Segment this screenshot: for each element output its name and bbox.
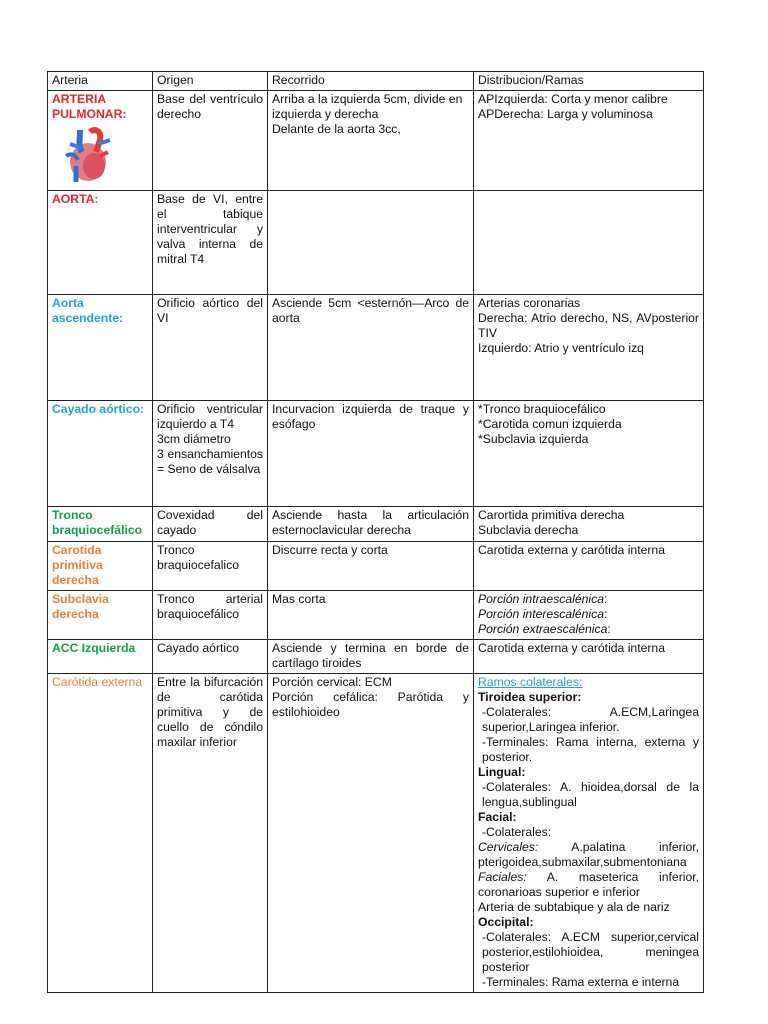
ramas-cell xyxy=(474,191,704,295)
artery-name: Tronco braquiocefálico xyxy=(52,508,143,537)
artery-name: ACC Izquierda xyxy=(52,641,136,655)
recorrido-cell: Asciende 5cm <esternón—Arco de aorta xyxy=(268,295,474,401)
recorrido-cell: Asciende y termina en borde de cartílago tiroides xyxy=(268,640,474,674)
header-arteria: Arteria xyxy=(48,72,153,91)
artery-name: Subclavia derecha xyxy=(52,592,109,621)
artery-name: ARTERIA PULMONAR: xyxy=(52,92,127,121)
artery-name: Aorta ascendente: xyxy=(52,296,124,325)
ramas-cell: Porción intraescalénica: Porción interescalénica: Porción extraescalénica: xyxy=(474,591,704,640)
recorrido-cell: Mas corta xyxy=(268,591,474,640)
artery-name: Carótida externa xyxy=(52,675,143,689)
heart-anatomy-icon xyxy=(60,126,116,184)
arteries-table xyxy=(47,71,704,993)
ramas-cell: APIzquierda: Corta y menor calibre APDerecha: Larga y voluminosa xyxy=(474,91,704,191)
recorrido-cell: Arriba a la izquierda 5cm, divide en izquierda y derecha Delante de la aorta 3cc, xyxy=(268,91,474,191)
table-row-carotida-primitiva xyxy=(48,542,704,591)
header-origen: Origen xyxy=(153,72,268,91)
table-row-aorta xyxy=(48,191,704,295)
table-row-carotida-externa xyxy=(48,674,704,993)
header-row xyxy=(48,72,704,91)
table-row-tronco xyxy=(48,507,704,542)
origen-cell: Covexidad del cayado xyxy=(153,507,268,542)
recorrido-cell xyxy=(268,191,474,295)
recorrido-cell: Discurre recta y corta xyxy=(268,542,474,591)
table-row-acc-izquierda xyxy=(48,640,704,674)
header-distribucion: Distribucion/Ramas xyxy=(474,72,704,91)
origen-cell: Tronco arterial braquiocefálico xyxy=(153,591,268,640)
table-row-aorta-ascendente xyxy=(48,295,704,401)
ramas-cell: Carotida externa y carótida interna xyxy=(474,640,704,674)
origen-cell: Base de VI, entre el tabique interventricular y valva interna de mitral T4 xyxy=(153,191,268,295)
artery-name: AORTA: xyxy=(52,192,99,206)
table-row-pulmonar xyxy=(48,91,704,191)
ramas-cell: Ramos colaterales: Tiroidea superior: -Colaterales: A.ECM,Laringea superior,Laringea inferior. -Terminales: Rama interna, externa y posterior. Lingual: -Colaterales: A. hioidea,dorsal de la lengua,sublingual Facial: -Colaterales: Cervicales: A.palatina inferior, pterigoidea,submaxilar,submentoniana Faciales: A. maseterica inferior, coronarioas superior e inferior Arteria de subtabique y ala de nariz Occipital: -Colaterales: A.ECM superior,cervical posterior,estilohioidea, meningea posterior -Terminales: Rama externa e interna xyxy=(474,674,704,993)
recorrido-cell: Porción cervical: ECM Porción cefálica: Parótida y estilohioideo xyxy=(268,674,474,993)
header-recorrido: Recorrido xyxy=(268,72,474,91)
recorrido-cell: Incurvacion izquierda de traque y esófago xyxy=(268,401,474,507)
table-row-subclavia xyxy=(48,591,704,640)
artery-name: Cayado aórtico: xyxy=(52,402,145,416)
ramas-cell: *Tronco braquiocefálico *Carotida comun izquierda *Subclavia izquierda xyxy=(474,401,704,507)
table-row-cayado xyxy=(48,401,704,507)
recorrido-cell: Asciende hasta la articulación esternoclavicular derecha xyxy=(268,507,474,542)
origen-cell: Cayado aórtico xyxy=(153,640,268,674)
origen-cell: Base del ventrículo derecho xyxy=(153,91,268,191)
ramas-cell: Carortida primitiva derecha Subclavia derecha xyxy=(474,507,704,542)
artery-name: Carotida primitiva derecha xyxy=(52,543,103,587)
origen-cell: Orificio ventricular izquierdo a T4 3cm diámetro 3 ensanchamientos = Seno de válsalva xyxy=(153,401,268,507)
origen-cell: Orificio aórtico del VI xyxy=(153,295,268,401)
ramos-colaterales-link[interactable]: Ramos colaterales: xyxy=(478,675,583,689)
ramas-cell: Arterias coronarias Derecha: Atrio derecho, NS, AVposterior TIV Izquierdo: Atrio y ventrículo izq xyxy=(474,295,704,401)
ramas-cell: Carotida externa y carótida interna xyxy=(474,542,704,591)
origen-cell: Entre la bifurcación de carótida primitiva y de cuello de cóndilo maxilar inferior xyxy=(153,674,268,993)
origen-cell: Tronco braquiocefalico xyxy=(153,542,268,591)
